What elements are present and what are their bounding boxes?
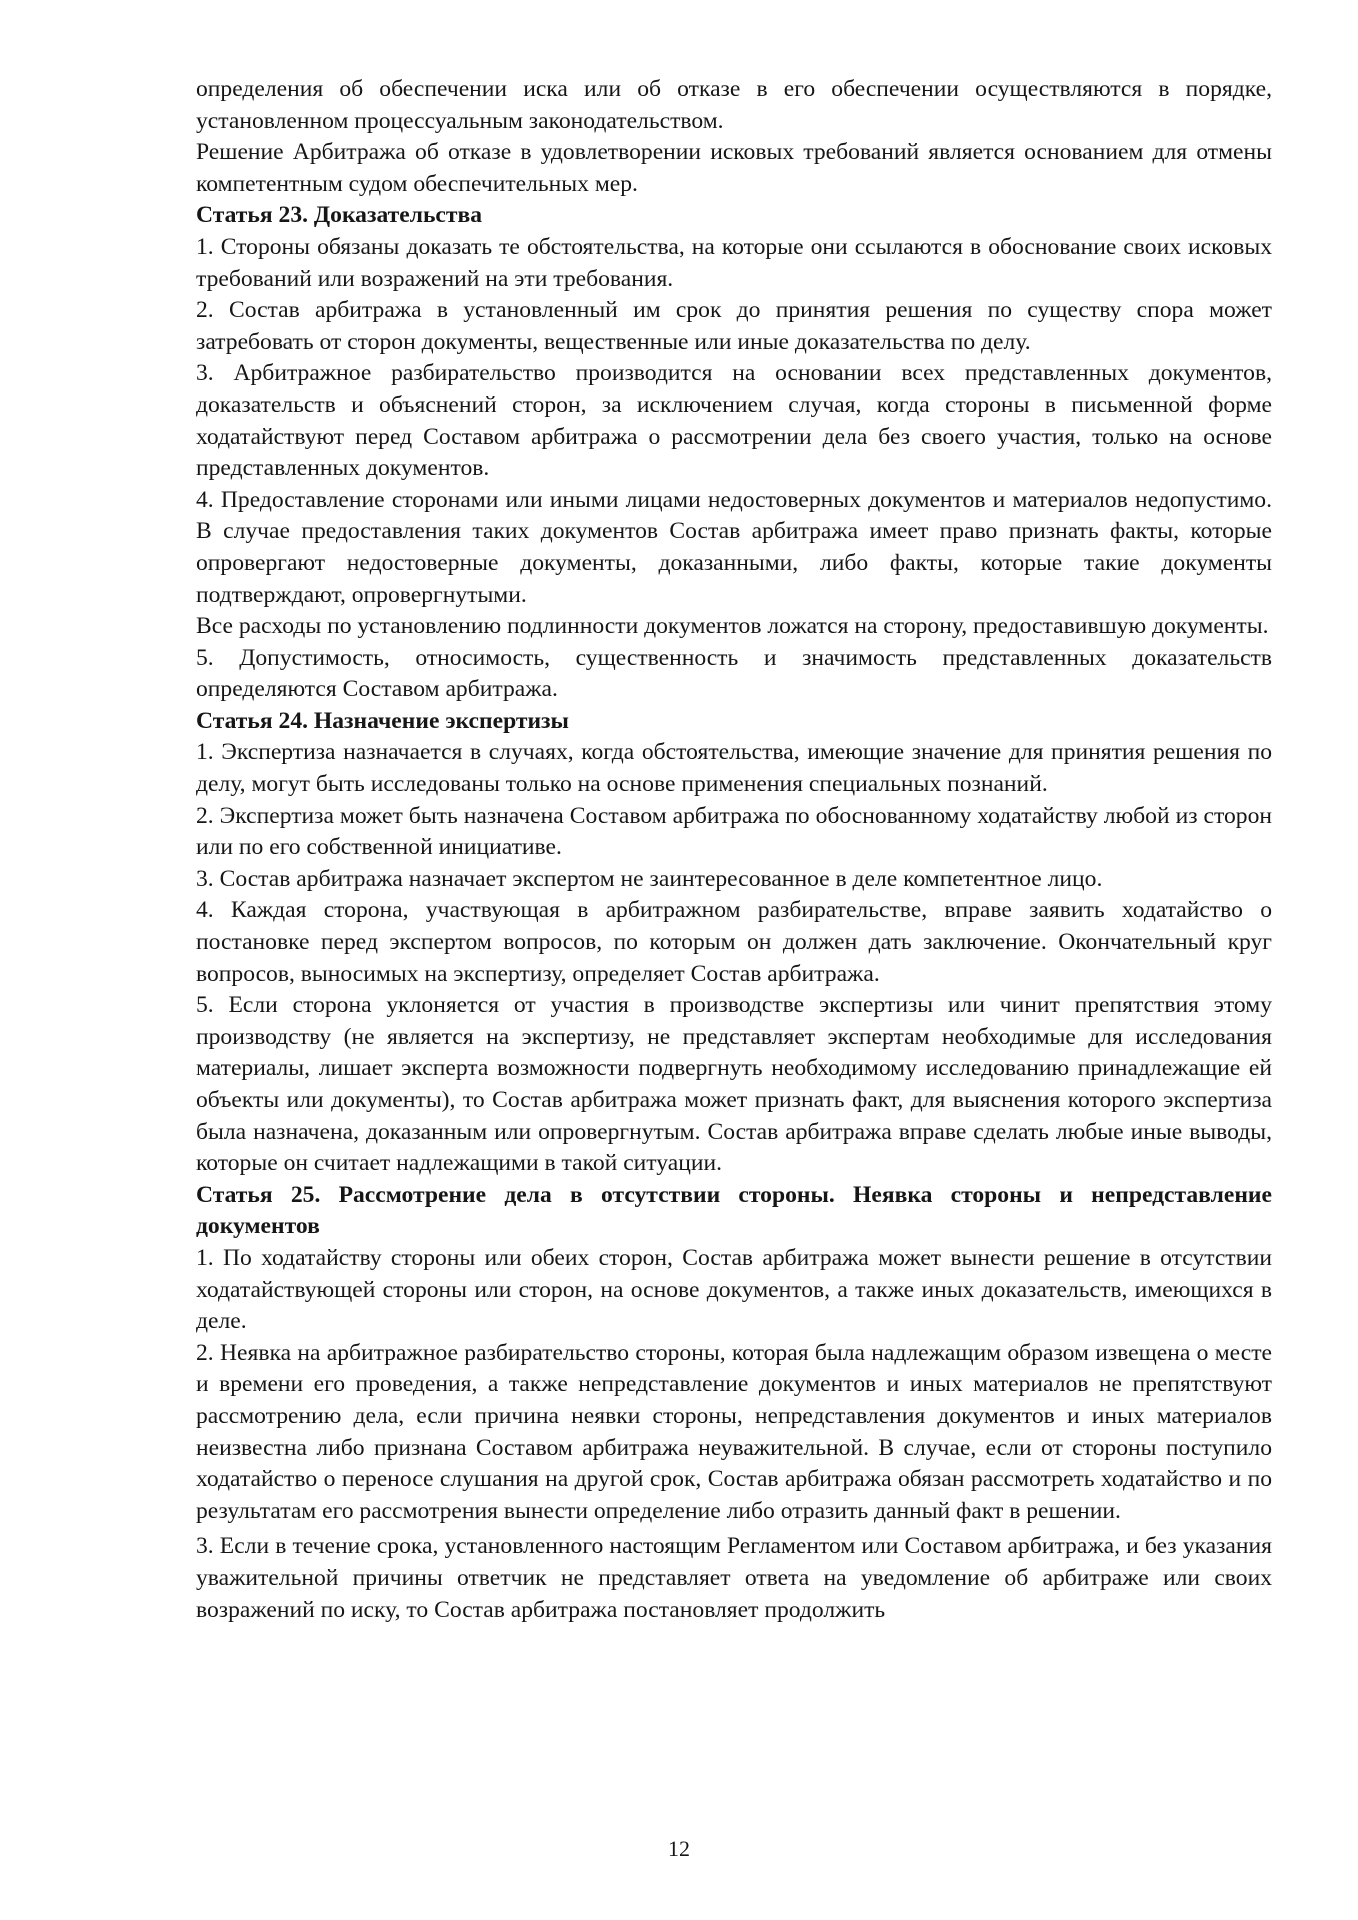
paragraph: Решение Арбитража об отказе в удовлетворении исковых требований является основанием для отмены компетентным судом обеспечительных мер. [196, 139, 1272, 197]
paragraph: 3. Арбитражное разбирательство производится на основании всех представленных документов, доказательств и объяснений сторон, за исключением случая, когда стороны в письменной форме ходатайствуют перед Составом арбитража о рассмотрении дела без своего участия, только на основе представленных документов. [196, 360, 1272, 482]
paragraph: 4. Предоставление сторонами или иными лицами недостоверных документов и материалов недопустимо. В случае предоставления таких документов Состав арбитража имеет право признать факты, которые опровергают недостоверные документы, доказанными, либо факты, которые такие документы подтверждают, опровергнутыми. [196, 486, 1272, 608]
paragraph: 4. Каждая сторона, участвующая в арбитражном разбирательстве, вправе заявить ходатайство о постановке перед экспертом вопросов, по которым он должен дать заключение. Окончательный круг вопросов, выносимых на экспертизу, определяет Состав арбитража. [196, 897, 1272, 987]
paragraph: Все расходы по установлению подлинности документов ложатся на сторону, предоставившую документы. [196, 613, 1269, 640]
article-heading: Статья 24. Назначение экспертизы [196, 707, 569, 734]
paragraph: 1. Стороны обязаны доказать те обстоятельства, на которые они ссылаются в обоснование своих исковых требований или возражений на эти требования. [196, 233, 1272, 292]
paragraph: 1. Экспертиза назначается в случаях, когда обстоятельства, имеющие значение для принятия решения по делу, могут быть исследованы только на основе применения специальных познаний. [196, 739, 1272, 798]
paragraph: 2. Экспертиза может быть назначена Составом арбитража по обоснованному ходатайству любой из сторон или по его собственной инициативе. [196, 802, 1272, 861]
paragraph: 5. Допустимость, относимость, существенность и значимость представленных доказательств определяются Составом арбитража. [196, 644, 1272, 703]
page-number: 12 [668, 1836, 690, 1861]
paragraph: 2. Неявка на арбитражное разбирательство стороны, которая была надлежащим образом извещена о месте и времени его проведения, а также непредставление документов и иных материалов не препятствуют рассмотрению дела, если причина неявки стороны, непредставления документов и иных материалов неизвестна либо признана Составом арбитража неуважительной. В случае, если от стороны поступило ходатайство о переносе слушания на другой срок, Состав арбитража обязан рассмотреть ходатайство и по результатам его рассмотрения вынести определение либо отразить данный факт в решении. [196, 1339, 1272, 1524]
paragraph: 3. Состав арбитража назначает экспертом не заинтересованное в деле компетентное лицо. [196, 865, 1103, 892]
article-heading: Статья 25. Рассмотрение дела в отсутствии стороны. Неявка стороны и непредставление документов [196, 1181, 1272, 1240]
paragraph: определения об обеспечении иска или об отказе в его обеспечении осуществляются в порядке, установленном процессуальным законодательством. [196, 76, 1272, 134]
article-heading: Статья 23. Доказательства [196, 202, 483, 229]
paragraph: 1. По ходатайству стороны или обеих сторон, Состав арбитража может вынести решение в отсутствии ходатайствующей стороны или сторон, на основе документов, а также иных доказательств, имеющихся в деле. [196, 1244, 1272, 1335]
paragraph: 2. Состав арбитража в установленный им срок до принятия решения по существу спора может затребовать от сторон документы, вещественные или иные доказательства по делу. [196, 297, 1272, 355]
paragraph: 5. Если сторона уклоняется от участия в производстве экспертизы или чинит препятствия этому производству (не является на экспертизу, не представляет экспертам необходимые для исследования материалы, лишает эксперта возможности подвергнуть необходимому исследованию принадлежащие ей объекты или документы), то Состав арбитража может признать факт, для выяснения которого экспертиза была назначена, доказанным или опровергнутым. Состав арбитража вправе сделать любые иные выводы, которые он считает надлежащими в такой ситуации. [196, 992, 1272, 1177]
paragraph: 3. Если в течение срока, установленного настоящим Регламентом или Составом арбитража, и без указания уважительной причины ответчик не представляет ответа на уведомление об арбитраже или своих возражений по иску, то Состав арбитража постановляет продолжить [196, 1533, 1272, 1623]
document-page [196, 74, 1272, 1626]
